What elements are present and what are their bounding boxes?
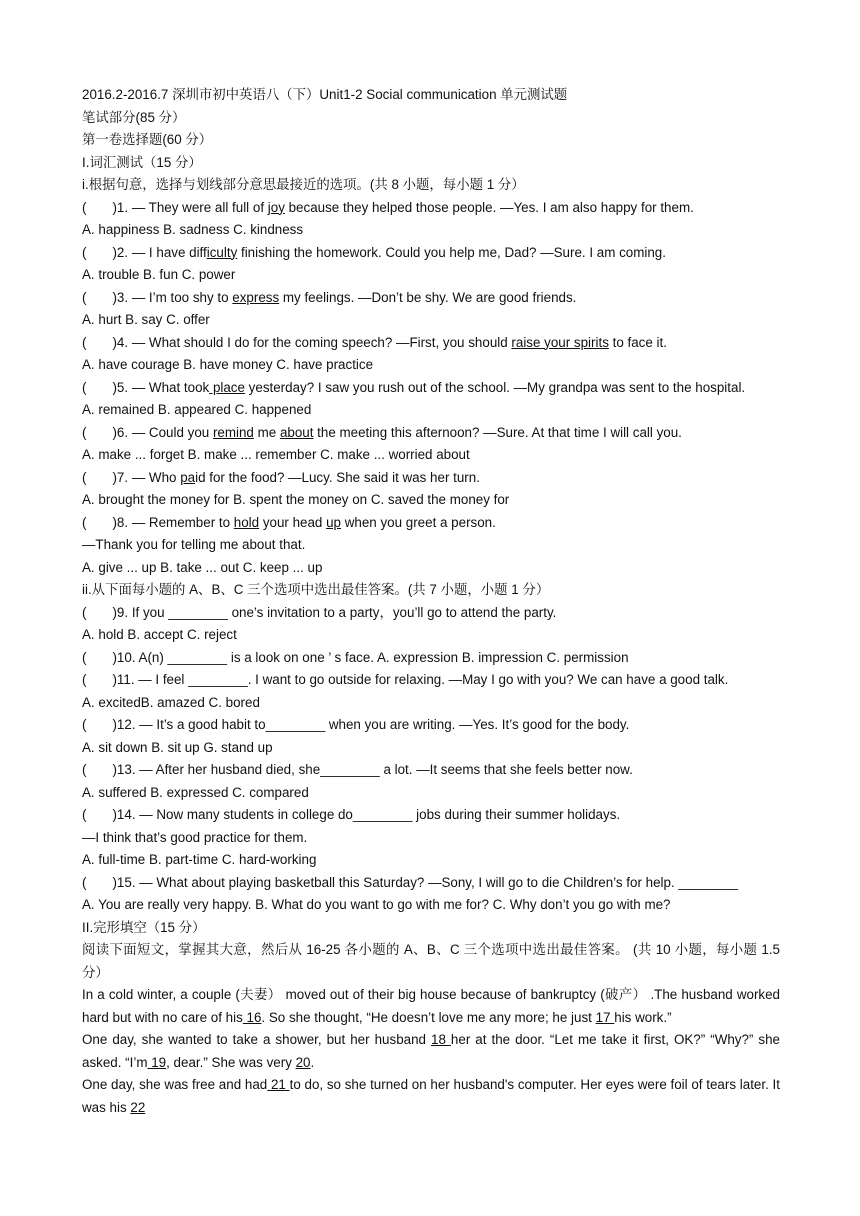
written-part-heading: 笔试部分(85 分） — [82, 109, 186, 125]
question-14-reply: —I think that’s good practice for them. — [82, 829, 308, 845]
question-14: ( )14. — Now many students in college do________ jobs during their summer holidays. — [82, 807, 621, 822]
options-9: A. hold B. accept C. reject — [82, 627, 237, 642]
blank-17: 17 — [595, 1009, 615, 1025]
section-cloze-heading: II.完形填空（15 分） — [82, 919, 206, 935]
question-2: ( )2. — I have difficulty finishing the homework. Could you help me, Dad? —Sure. I am coming. — [82, 244, 666, 260]
blank-16: 16 — [242, 1009, 262, 1025]
question-8: ( )8. — Remember to hold your head up when you greet a person. — [82, 514, 496, 530]
passage-paragraph-2: One day, she wanted to take a shower, but her husband 18 her at the door. “Let me take it first, OK?” “Why?” she asked. “I’m 19, dear.” She was very 20. — [82, 1032, 780, 1070]
options-8: A. give ... up B. take ... out C. keep ... up — [82, 559, 323, 575]
question-15: ( )15. — What about playing basketball this Saturday? —Sony, I will go to die Children’s for help. ________ — [82, 874, 738, 890]
blank-20: 20 — [295, 1054, 311, 1070]
options-2: A. trouble B. fun C. power — [82, 267, 236, 282]
options-15: A. You are really very happy. B. What do you want to go with me for? C. Why don’t you go with me? — [82, 897, 671, 912]
question-3: ( )3. — I’m too shy to express my feelings. —Don’t be shy. We are good friends. — [82, 289, 577, 305]
question-10: ( )10. A(n) ________ is a look on one ’ s face. A. expression B. impression C. permission — [82, 649, 629, 665]
options-3: A. hurt B. say C. offer — [82, 312, 210, 327]
question-8-reply: —Thank you for telling me about that. — [82, 537, 306, 552]
question-5: ( )5. — What took place yesterday? I saw you rush out of the school. —My grandpa was sent to the hospital. — [82, 379, 746, 395]
question-1: ( )1. — They were all full of joy because they helped those people. —Yes. I am also happy for them. — [82, 199, 694, 215]
cloze-instructions: 阅读下面短文，掌握其大意，然后从 16-25 各小题的 A、B、C 三个选项中选出最佳答案。 (共 10 小题，每小题 1.5 分） — [82, 942, 780, 980]
part-i-instructions: i.根据句意，选择与划线部分意思最接近的选项。(共 8 小题，每小题 1 分） — [82, 177, 525, 192]
passage-paragraph-3: One day, she was free and had 21 to do, so she turned on her husband's computer. Her eyes were foil of tears later. It was his 22 — [82, 1077, 780, 1115]
options-6: A. make ... forget B. make ... remember C. make ... worried about — [82, 447, 470, 462]
question-11: ( )11. — I feel ________. I want to go outside for relaxing. —May I go with you? We can have a good talk. — [82, 672, 729, 687]
question-7: ( )7. — Who paid for the food? —Lucy. She said it was her turn. — [82, 469, 480, 485]
document-title: 2016.2-2016.7 深圳市初中英语八（下）Unit1-2 Social communication 单元测试题 — [82, 87, 568, 102]
question-9: ( )9. If you ________ one’s invitation to a party，you’ll go to attend the party. — [82, 604, 557, 620]
question-4: ( )4. — What should I do for the coming speech? —First, you should raise your spirits to face it. — [82, 334, 667, 350]
blank-19: 19 — [147, 1054, 167, 1070]
options-11: A. excitedB. amazed C. bored — [82, 694, 260, 710]
section-vocabulary-heading: I.词汇测试（15 分） — [82, 154, 202, 170]
question-12: ( )12. — It’s a good habit to________ when you are writing. —Yes. It’s good for the body. — [82, 717, 630, 732]
blank-21: 21 — [267, 1077, 290, 1092]
options-1: A. happiness B. sadness C. kindness — [82, 222, 304, 237]
options-4: A. have courage B. have money C. have practice — [82, 357, 374, 372]
question-6: ( )6. — Could you remind me about the meeting this afternoon? —Sure. At that time I will call you. — [82, 424, 682, 440]
options-7: A. brought the money for B. spent the money on C. saved the money for — [82, 492, 510, 507]
options-13: A. suffered B. expressed C. compared — [82, 784, 309, 800]
blank-18: 18 — [431, 1032, 451, 1047]
passage-paragraph-1: In a cold winter, a couple (夫妻） moved out of their big house because of bankruptcy (破产） .The husband worked hard but with no care of his 16. So she thought, “He doesn’t love me any more; he just 17 his work.” — [82, 987, 780, 1025]
question-13: ( )13. — After her husband died, she________ a lot. —It seems that she feels better now. — [82, 762, 633, 777]
volume-one-heading: 第一卷选择题(60 分） — [82, 132, 213, 147]
options-5: A. remained B. appeared C. happened — [82, 402, 312, 417]
options-14: A. full-time B. part-time C. hard-working — [82, 852, 317, 867]
part-ii-instructions: ii.从下面每小题的 A、B、C 三个选项中选出最佳答案。(共 7 小题，小题 1 分） — [82, 582, 550, 597]
document-body — [82, 84, 780, 1119]
options-12: A. sit down B. sit up G. stand up — [82, 739, 273, 755]
blank-22: 22 — [130, 1099, 146, 1115]
